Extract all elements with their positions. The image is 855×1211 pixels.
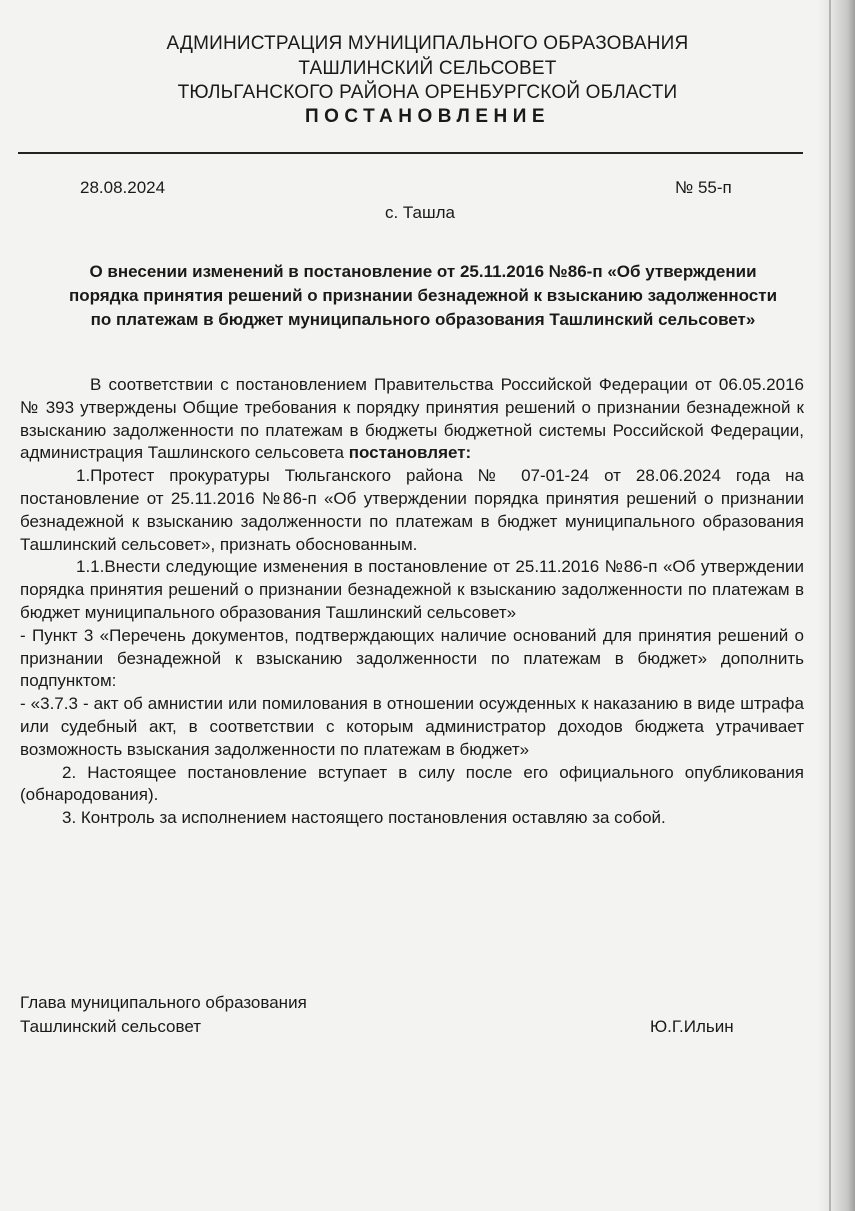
document-body	[20, 374, 804, 830]
signature-position-line-1: Глава муниципального образования	[20, 993, 307, 1012]
header-line-2: ТАШЛИНСКИЙ СЕЛЬСОВЕТ	[298, 58, 557, 79]
intro-resolves: постановляет:	[348, 443, 472, 463]
paragraph-1-1: 1.1.Внести следующие изменения в постановление от 25.11.2016 №86-п «Об утверждении порядка принятия решений о признании безнадежной к взысканию задолженности по платежам в бюджет муниципального образования Ташлинский сельсовет»	[20, 557, 804, 622]
header-line-3: ТЮЛЬГАНСКОГО РАЙОНА ОРЕНБУРГСКОЙ ОБЛАСТИ	[177, 82, 678, 103]
signature-position-line-2: Ташлинский сельсовет	[20, 1017, 201, 1036]
intro-text: В соответствии с постановлением Правительства Российской Федерации от 06.05.2016 № 393 утверждены Общие требования к порядку принятия решений о признании безнадежной к взысканию задолженности по платежам в бюджеты бюджетной системы Российской Федерации, администрация Ташлинского сельсовета	[20, 375, 804, 463]
paragraph-subpunkt: - «3.7.3 - акт об амнистии или помилования в отношении осужденных к наказанию в виде штрафа или судебный акт, в соответствии с которым администратор доходов бюджета утрачивает возможность взыскания задолженности по платежам в бюджет»	[20, 694, 804, 759]
document-date: 28.08.2024	[80, 178, 166, 197]
intro-paragraph	[20, 374, 804, 465]
document-number: № 55-п	[675, 178, 732, 197]
document-type: ПОСТАНОВЛЕНИЕ	[304, 106, 551, 127]
signature-name: Ю.Г.Ильин	[650, 1017, 734, 1036]
header-divider	[18, 152, 803, 154]
paragraph-2: 2. Настоящее постановление вступает в силу после его официального опубликования (обнародования).	[20, 762, 804, 805]
document-title: О внесении изменений в постановление от 25.11.2016 №86-п «Об утверждении порядка принятия решений о признании безнадежной к взысканию задолженности по платежам в бюджет муниципального образования Ташлинский сельсовет»	[68, 262, 778, 329]
paragraph-1: 1.Протест прокуратуры Тюльганского района № 07-01-24 от 28.06.2024 года на постановление от 25.11.2016 №86-п «Об утверждении порядка принятия решений о признании безнадежной к взысканию задолженности по платежам в бюджет муниципального образования Ташлинский сельсовет», признать обоснованным.	[20, 466, 804, 554]
header-line-1: АДМИНИСТРАЦИЯ МУНИЦИПАЛЬНОГО ОБРАЗОВАНИЯ	[166, 33, 689, 54]
paragraph-punkt-3: - Пункт 3 «Перечень документов, подтверждающих наличие оснований для принятия решений о признании безнадежной к взысканию задолженности по платежам в бюджет» дополнить подпунктом:	[20, 625, 804, 691]
paragraph-3: 3. Контроль за исполнением настоящего постановления оставляю за собой.	[62, 808, 666, 828]
document-place: с. Ташла	[384, 203, 456, 222]
scan-edge-shadow	[817, 0, 855, 1211]
scan-edge-line	[829, 0, 831, 1211]
